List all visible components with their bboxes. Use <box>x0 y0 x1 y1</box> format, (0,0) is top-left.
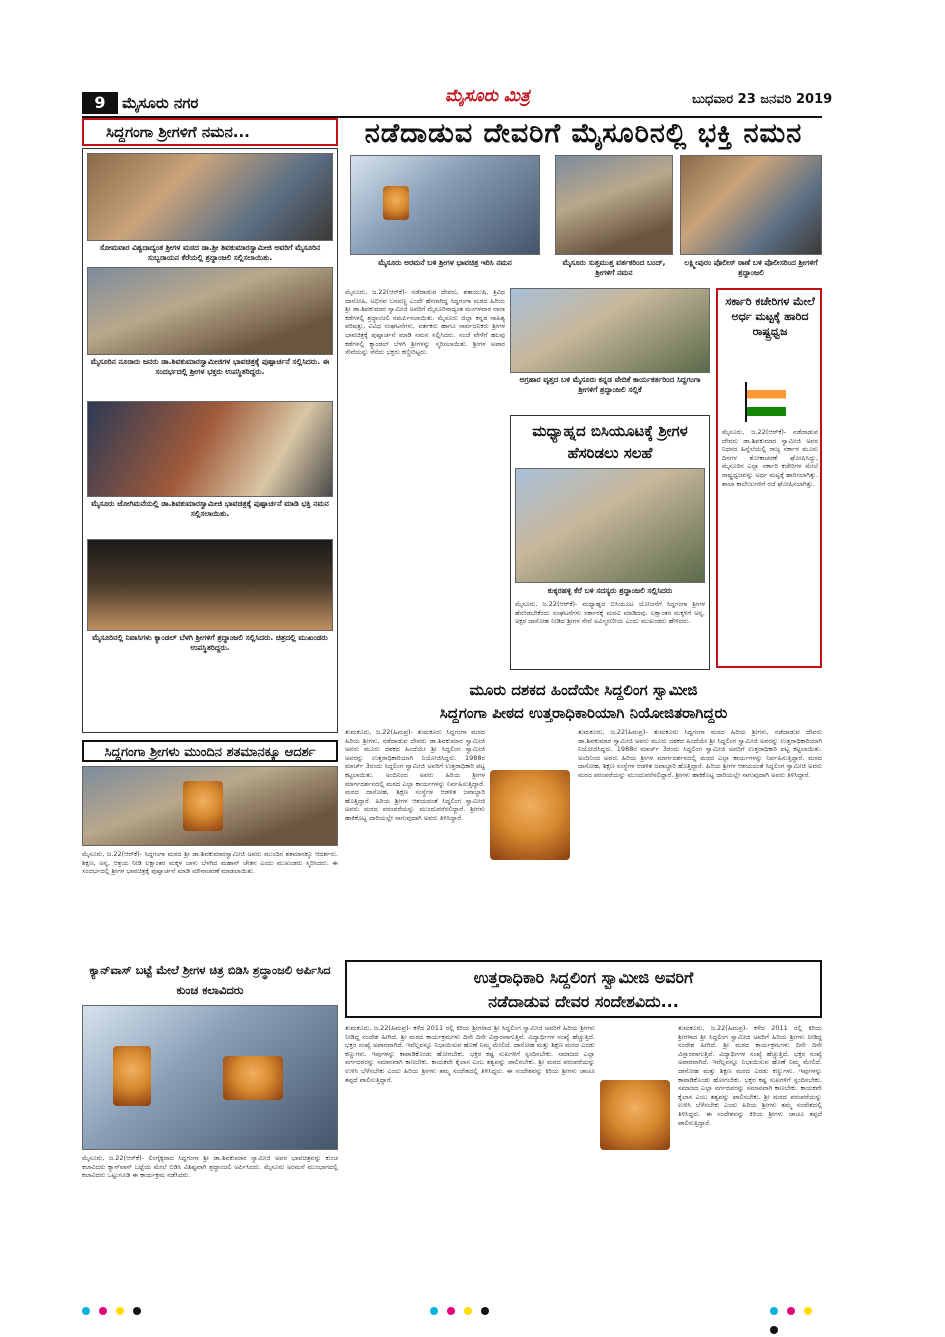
message-text-continued: ತುಮಕೂರು, ಜ.22(ಹಿಮಪ್ರ)- ಕಳೆದ 2011 ರಲ್ಲಿ ಕಿರಿಯ ಶ್ರೀಗಳಾದ ಶ್ರೀ ಸಿದ್ದಲಿಂಗ ಸ್ವಾಮೀಜಿ ಅವರಿಗೆ ಹಿರಿಯ ಶ್ರೀಗಳು ನೀಡಿದ್ದ ಸಂದೇಶ ಹೀಗಿದೆ. ಶ್ರೀ ಮಠದ ಕಾರ್ಯಕ್ರಮಗಳು ದಿನೇ ದಿನೇ ವಿಸ್ತಾರವಾಗುತ್ತಿವೆ. ವಿದ್ಯಾರ್ಥಿಗಳ ಸಂಖ್ಯೆ ಹೆಚ್ಚುತ್ತಿದೆ. ಭಕ್ತರ ಸಂಖ್ಯೆ ಅಪಾರವಾಗಿದೆ. ಇವೆಲ್ಲವನ್ನೂ ನಿಭಾಯಿಸುವ ಹೊಣೆ ನಿಮ್ಮ ಮೇಲಿದೆ. ದಾಸೋಹ ಮತ್ತು ಶಿಕ್ಷಣ ಮಠದ ಎರಡು ಕಣ್ಣುಗಳು. ಇವುಗಳನ್ನು ಕಾಪಾಡಿಕೊಂಡು ಹೋಗಬೇಕು. ಭಕ್ತರ ಕಷ್ಟ ಸುಖಗಳಿಗೆ ಸ್ಪಂದಿಸಬೇಕು. ಸಮಾಜದ ಎಲ್ಲಾ ವರ್ಗದವರನ್ನು ಸಮಾನವಾಗಿ ಕಾಣಬೇಕು. ಕಾಯಕವೇ ಕೈಲಾಸ ಎಂಬ ತತ್ವವನ್ನು ಪಾಲಿಸಬೇಕು. ಶ್ರೀ ಮಠದ ಪರಂಪರೆಯನ್ನು ಉಳಿಸಿ ಬೆಳೆಸಬೇಕು ಎಂದು ಹಿರಿಯ ಶ್ರೀಗಳು ತಮ್ಮ ಸಂದೇಶದಲ್ಲಿ ತಿಳಿಸಿದ್ದರು. ಈ ಸಂದೇಶವನ್ನು ಕಿರಿಯ ಶ್ರೀಗಳು ಚಾಚೂ ತಪ್ಪದೆ ಪಾಲಿಸುತ್ತಿದ್ದಾರೆ. <box>678 1024 822 1127</box>
message-headline-1: ಉತ್ತರಾಧಿಕಾರಿ ಸಿದ್ದಲಿಂಗ ಸ್ವಾಮೀಜಿ ಅವರಿಗೆ <box>473 968 694 987</box>
reg-dot <box>447 1307 455 1315</box>
canvas-portrait-1 <box>113 1046 151 1106</box>
caption-4: ಮೈಸೂರಿನಲ್ಲಿ ನಿವಾಸಿಗಳು ಕ್ಯಾಂಡಲ್ ಬೆಳಗಿ ಶ್ರೀಗಳಿಗೆ ಶ್ರದ್ಧಾಂಜಲಿ ಸಲ್ಲಿಸಿದರು. ಚಿತ್ರದಲ್ಲಿ ಮುಖಂಡರು ಉಪಸ್ಥಿತರಿದ್ದರು. <box>92 633 328 652</box>
photo-group-3 <box>87 401 333 497</box>
left-photo-column <box>82 148 338 733</box>
reg-dot <box>82 1307 90 1315</box>
successor-portrait <box>490 770 570 860</box>
lunch-box <box>510 415 710 670</box>
canvas-box-text: ಮೈಸೂರು, ಜ.22(ಆರ್‌ಕೆ)- ಲಿಂಗೈಕ್ಯರಾದ ಸಿದ್ದಗಂಗಾ ಶ್ರೀ ಡಾ.ಶಿವಕುಮಾರ ಸ್ವಾಮೀಜಿ ಅವರ ಭಾವಚಿತ್ರವನ್ನು ಕುಂಚ ಕಲಾವಿದರು ಕ್ಯಾನ್‌ವಾಸ್ ಬಟ್ಟೆಯ ಮೇಲೆ ಬಿಡಿಸಿ ವಿಶಿಷ್ಟವಾಗಿ ಶ್ರದ್ಧಾಂಜಲಿ ಅರ್ಪಿಸಿದರು. ಮೈಸೂರು ಅರಮನೆ ಮುಂಭಾಗದಲ್ಲಿ ಕಲಾವಿದರು ಒಟ್ಟುಗೂಡಿ ಈ ಕಾರ್ಯಕ್ರಮ ನಡೆಸಿದರು. <box>82 1154 338 1180</box>
page-number: 9 <box>82 92 118 114</box>
photo-agrahara <box>510 288 710 373</box>
flag-icon <box>746 390 786 416</box>
reg-dot <box>116 1307 124 1315</box>
successor-text: ತುಮಕೂರು, ಜ.22(ಹಿಮಪ್ರ)- ತುಮಕೂರು ಸಿದ್ದಗಂಗಾ ಮಠದ ಹಿರಿಯ ಶ್ರೀಗಳು, ನಡೆದಾಡುವ ದೇವರು ಡಾ.ಶಿವಕುಮಾರ ಸ್ವಾಮೀಜಿ ಅವರು ಮೂರು ದಶಕದ ಹಿಂದೆಯೇ ಶ್ರೀ ಸಿದ್ದಲಿಂಗ ಸ್ವಾಮೀಜಿ ಅವರನ್ನು ಉತ್ತರಾಧಿಕಾರಿಯಾಗಿ ನಿಯೋಜಿಸಿದ್ದರು. 1988ರ ಮಾರ್ಚ್ 3ರಂದು ಸಿದ್ದಲಿಂಗ ಸ್ವಾಮೀಜಿ ಅವರಿಗೆ ಉತ್ತರಾಧಿಕಾರಿ ಪಟ್ಟ ಕಟ್ಟಲಾಯಿತು. ಅಂದಿನಿಂದ ಅವರು ಹಿರಿಯ ಶ್ರೀಗಳ ಮಾರ್ಗದರ್ಶನದಲ್ಲಿ ಮಠದ ಎಲ್ಲಾ ಕಾರ್ಯಗಳನ್ನು ನಿರ್ವಹಿಸುತ್ತಿದ್ದಾರೆ. ಮಠದ ದಾಸೋಹ, ಶಿಕ್ಷಣ ಸಂಸ್ಥೆಗಳ ಆಡಳಿತ ಜವಾಬ್ದಾರಿ ಹೊತ್ತಿದ್ದಾರೆ. ಹಿರಿಯ ಶ್ರೀಗಳ ಆಶಯದಂತೆ ಸಿದ್ದಲಿಂಗ ಸ್ವಾಮೀಜಿ ಅವರು ಮಠದ ಪರಂಪರೆಯನ್ನು ಮುಂದುವರೆಸಲಿದ್ದಾರೆ. ಶ್ರೀಗಳು ಹಾಕಿಕೊಟ್ಟ ದಾರಿಯಲ್ಲೇ ಸಾಗುವುದಾಗಿ ಅವರು ತಿಳಿಸಿದ್ದಾರೆ. <box>345 728 485 822</box>
reg-dot <box>804 1307 812 1315</box>
flag-box-headline: ಸರ್ಕಾರಿ ಕಚೇರಿಗಳ ಮೇಲೆ ಅರ್ಧ ಮಟ್ಟಕ್ಕೆ ಹಾರಿದ ರಾಷ್ಟ್ರಧ್ವಜ <box>725 295 815 338</box>
caption-traders: ಮೈಸೂರು ಸುತ್ತಮುತ್ತ ವರ್ತಕರಿಂದ ಬಂದ್, ಶ್ರೀಗಳಿಗೆ ನಮನ <box>562 258 666 277</box>
article-tributes-text: ಮೈಸೂರು, ಜ.22(ಆರ್‌ಕೆ)- ನಡೆದಾಡುವ ದೇವರು, ಶತಾಯುಷಿ, ತ್ರಿವಿಧ ದಾಸೋಹಿ, ಅಭಿನವ ಬಸವಣ್ಣ ಎಂದೇ ಹೆಸರಾಗಿದ್ದ ಸಿದ್ದಗಂಗಾ ಮಠದ ಹಿರಿಯ ಶ್ರೀ ಡಾ.ಶಿವಕುಮಾರ ಸ್ವಾಮೀಜಿ ಅವರಿಗೆ ಮೈಸೂರಿನಾದ್ಯಂತ ಮಂಗಳವಾರ ನಾನಾ ಕಡೆಗಳಲ್ಲಿ ಶ್ರದ್ಧಾಂಜಲಿ ಸಮರ್ಪಿಸಲಾಯಿತು. ಮೈಸೂರು ಜಿಲ್ಲಾ ಕನ್ನಡ ಸಾಹಿತ್ಯ ಪರಿಷತ್ತು, ವಿವಿಧ ಸಂಘಟನೆಗಳು, ವರ್ತಕರು ಹಾಗೂ ಸಾರ್ವಜನಿಕರು ಶ್ರೀಗಳ ಭಾವಚಿತ್ರಕ್ಕೆ ಪುಷ್ಪಾರ್ಚನೆ ಮಾಡಿ ನಮನ ಸಲ್ಲಿಸಿದರು. ಸಂಜೆ ವೇಳೆಗೆ ಹಲವು ಕಡೆಗಳಲ್ಲಿ ಕ್ಯಾಂಡಲ್ ಬೆಳಗಿ ಶ್ರೀಗಳನ್ನು ಸ್ಮರಿಸಲಾಯಿತು. ಶ್ರೀಗಳ ಅಪಾರ ಸೇವೆಯನ್ನು ನೆನೆದು ಭಕ್ತರು ಕಣ್ಣೀರಿಟ್ಟರು. <box>345 288 505 357</box>
caption-palace: ಮೈಸೂರು ಅರಮನೆ ಬಳಿ ಶ್ರೀಗಳ ಭಾವಚಿತ್ರ ಇರಿಸಿ ನಮನ <box>378 258 512 267</box>
section-title: ಮೈಸೂರು ನಗರ <box>122 94 199 112</box>
photo-group-4 <box>87 539 333 631</box>
successor-text-continued: ತುಮಕೂರು, ಜ.22(ಹಿಮಪ್ರ)- ತುಮಕೂರು ಸಿದ್ದಗಂಗಾ ಮಠದ ಹಿರಿಯ ಶ್ರೀಗಳು, ನಡೆದಾಡುವ ದೇವರು ಡಾ.ಶಿವಕುಮಾರ ಸ್ವಾಮೀಜಿ ಅವರು ಮೂರು ದಶಕದ ಹಿಂದೆಯೇ ಶ್ರೀ ಸಿದ್ದಲಿಂಗ ಸ್ವಾಮೀಜಿ ಅವರನ್ನು ಉತ್ತರಾಧಿಕಾರಿಯಾಗಿ ನಿಯೋಜಿಸಿದ್ದರು. 1988ರ ಮಾರ್ಚ್ 3ರಂದು ಸಿದ್ದಲಿಂಗ ಸ್ವಾಮೀಜಿ ಅವರಿಗೆ ಉತ್ತರಾಧಿಕಾರಿ ಪಟ್ಟ ಕಟ್ಟಲಾಯಿತು. ಅಂದಿನಿಂದ ಅವರು ಹಿರಿಯ ಶ್ರೀಗಳ ಮಾರ್ಗದರ್ಶನದಲ್ಲಿ ಮಠದ ಎಲ್ಲಾ ಕಾರ್ಯಗಳನ್ನು ನಿರ್ವಹಿಸುತ್ತಿದ್ದಾರೆ. ಮಠದ ದಾಸೋಹ, ಶಿಕ್ಷಣ ಸಂಸ್ಥೆಗಳ ಆಡಳಿತ ಜವಾಬ್ದಾರಿ ಹೊತ್ತಿದ್ದಾರೆ. ಹಿರಿಯ ಶ್ರೀಗಳ ಆಶಯದಂತೆ ಸಿದ್ದಲಿಂಗ ಸ್ವಾಮೀಜಿ ಅವರು ಮಠದ ಪರಂಪರೆಯನ್ನು ಮುಂದುವರೆಸಲಿದ್ದಾರೆ. ಶ್ರೀಗಳು ಹಾಕಿಕೊಟ್ಟ ದಾರಿಯಲ್ಲೇ ಸಾಗುವುದಾಗಿ ಅವರು ತಿಳಿಸಿದ್ದಾರೆ. <box>578 728 822 779</box>
reg-dot <box>430 1307 438 1315</box>
reg-dot <box>133 1307 141 1315</box>
lunch-box-headline: ಮಧ್ಯಾಹ್ನದ ಬಿಸಿಯೂಟಕ್ಕೆ ಶ್ರೀಗಳ ಹೆಸರಿಡಲು ಸಲಹೆ <box>532 422 688 462</box>
canvas-box-photo <box>82 1005 338 1150</box>
successor-headline-2: ಸಿದ್ದಗಂಗಾ ಪೀಠದ ಉತ್ತರಾಧಿಕಾರಿಯಾಗಿ ನಿಯೋಜಿತರಾಗಿದ್ದರು <box>439 704 728 722</box>
photo-group-2 <box>87 267 333 355</box>
canvas-box-headline: ಕ್ಯಾನ್‌ವಾಸ್ ಬಟ್ಟೆ ಮೇಲೆ ಶ್ರೀಗಳ ಚಿತ್ರ ಬಿಡಿಸಿ ಶ್ರದ್ಧಾಂಜಲಿ ಅರ್ಪಿಸಿದ ಕುಂಚ ಕಲಾವಿದರು <box>89 963 331 997</box>
photo-police <box>680 155 822 255</box>
reg-dot <box>770 1307 778 1315</box>
ideal-portrait <box>183 781 223 831</box>
masthead-logo: ಮೈಸೂರು ಮಿತ್ರ <box>445 86 530 106</box>
message-text: ತುಮಕೂರು, ಜ.22(ಹಿಮಪ್ರ)- ಕಳೆದ 2011 ರಲ್ಲಿ ಕಿರಿಯ ಶ್ರೀಗಳಾದ ಶ್ರೀ ಸಿದ್ದಲಿಂಗ ಸ್ವಾಮೀಜಿ ಅವರಿಗೆ ಹಿರಿಯ ಶ್ರೀಗಳು ನೀಡಿದ್ದ ಸಂದೇಶ ಹೀಗಿದೆ. ಶ್ರೀ ಮಠದ ಕಾರ್ಯಕ್ರಮಗಳು ದಿನೇ ದಿನೇ ವಿಸ್ತಾರವಾಗುತ್ತಿವೆ. ವಿದ್ಯಾರ್ಥಿಗಳ ಸಂಖ್ಯೆ ಹೆಚ್ಚುತ್ತಿದೆ. ಭಕ್ತರ ಸಂಖ್ಯೆ ಅಪಾರವಾಗಿದೆ. ಇವೆಲ್ಲವನ್ನೂ ನಿಭಾಯಿಸುವ ಹೊಣೆ ನಿಮ್ಮ ಮೇಲಿದೆ. ದಾಸೋಹ ಮತ್ತು ಶಿಕ್ಷಣ ಮಠದ ಎರಡು ಕಣ್ಣುಗಳು. ಇವುಗಳನ್ನು ಕಾಪಾಡಿಕೊಂಡು ಹೋಗಬೇಕು. ಭಕ್ತರ ಕಷ್ಟ ಸುಖಗಳಿಗೆ ಸ್ಪಂದಿಸಬೇಕು. ಸಮಾಜದ ಎಲ್ಲಾ ವರ್ಗದವರನ್ನು ಸಮಾನವಾಗಿ ಕಾಣಬೇಕು. ಕಾಯಕವೇ ಕೈಲಾಸ ಎಂಬ ತತ್ವವನ್ನು ಪಾಲಿಸಬೇಕು. ಶ್ರೀ ಮಠದ ಪರಂಪರೆಯನ್ನು ಉಳಿಸಿ ಬೆಳೆಸಬೇಕು ಎಂದು ಹಿರಿಯ ಶ್ರೀಗಳು ತಮ್ಮ ಸಂದೇಶದಲ್ಲಿ ತಿಳಿಸಿದ್ದರು. ಈ ಸಂದೇಶವನ್ನು ಕಿರಿಯ ಶ್ರೀಗಳು ಚಾಚೂ ತಪ್ಪದೆ ಪಾಲಿಸುತ್ತಿದ್ದಾರೆ. <box>345 1024 595 1084</box>
lunch-box-text: ಮೈಸೂರು, ಜ.22(ಆರ್‌ಕೆ)- ಮಧ್ಯಾಹ್ನದ ಬಿಸಿಯೂಟ ಯೋಜನೆಗೆ ಸಿದ್ದಗಂಗಾ ಶ್ರೀಗಳ ಹೆಸರಿಡಬೇಕೆಂದು ಸಂಘಟನೆಗಳು ಸರ್ಕಾರಕ್ಕೆ ಮನವಿ ಮಾಡಿದವು. ಲಕ್ಷಾಂತರ ಮಕ್ಕಳಿಗೆ ಅನ್ನ, ಅಕ್ಷರ ದಾಸೋಹ ನೀಡಿದ ಶ್ರೀಗಳ ಸೇವೆ ಅವಿಸ್ಮರಣೀಯ ಎಂದು ಮುಖಂಡರು ಹೇಳಿದರು. <box>515 600 705 626</box>
photo-group-1 <box>87 153 333 241</box>
issue-date: ಬುಧವಾರ 23 ಜನವರಿ 2019 <box>692 92 833 107</box>
message-headline-2: ನಡೆದಾಡುವ ದೇವರ ಸಂದೇಶವಿದು... <box>488 992 679 1011</box>
ideal-box-photo <box>82 766 338 846</box>
flag-pole <box>745 382 747 422</box>
canvas-portrait-2 <box>223 1056 283 1100</box>
caption-1: ಸೋಮವಾರ ವಿಶ್ವದಾದ್ಯಂತ ಶ್ರೀಗಳ ಮಠದ ಡಾ.ಶ್ರೀ ಶಿವಕುಮಾರಸ್ವಾಮೀಜಿ ಅವರಿಗೆ ಮೈಸೂರಿನ ಸುಬ್ಬರಾಯನ ಕೆರೆಯಲ್ಲಿ ಶ್ರದ್ಧಾಂಜಲಿ ಸಲ್ಲಿಸಲಾಯಿತು. <box>99 243 321 262</box>
reg-dot <box>99 1307 107 1315</box>
registration-marks-center <box>430 1300 530 1310</box>
flag-box-text: ಮೈಸೂರು, ಜ.22(ಆರ್‌ಕೆ)- ನಡೆದಾಡುವ ದೇವರು ಡಾ.ಶಿವಕುಮಾರ ಸ್ವಾಮೀಜಿ ಅವರ ನಿಧನದ ಹಿನ್ನೆಲೆಯಲ್ಲಿ ರಾಜ್ಯ ಸರ್ಕಾರ ಮೂರು ದಿನಗಳ ಶೋಕಾಚರಣೆ ಘೋಷಿಸಿದ್ದು, ಮೈಸೂರಿನ ಎಲ್ಲಾ ಸರ್ಕಾರಿ ಕಚೇರಿಗಳ ಮೇಲೆ ರಾಷ್ಟ್ರಧ್ವಜವನ್ನು ಅರ್ಧ ಮಟ್ಟಕ್ಕೆ ಹಾರಿಸಲಾಗಿತ್ತು. ಶಾಲಾ ಕಾಲೇಜುಗಳಿಗೆ ರಜೆ ಘೋಷಿಸಲಾಗಿತ್ತು. <box>722 428 818 488</box>
lunch-box-photo <box>515 468 705 583</box>
successor-headline-1: ಮೂರು ದಶಕದ ಹಿಂದೆಯೇ ಸಿದ್ದಲಿಂಗ ಸ್ವಾಮೀಜಿ <box>469 681 698 699</box>
reg-dot <box>464 1307 472 1315</box>
reg-dot <box>481 1307 489 1315</box>
reg-dot <box>787 1307 795 1315</box>
registration-marks-right <box>770 1300 830 1310</box>
ideal-box-text: ಮೈಸೂರು, ಜ.22(ಆರ್‌ಕೆ)- ಸಿದ್ದಗಂಗಾ ಮಠದ ಶ್ರೀ ಡಾ.ಶಿವಕುಮಾರಸ್ವಾಮೀಜಿ ಅವರು ಮುಂದಿನ ಶತಮಾನಕ್ಕೂ ಆದರ್ಶರು. ಶಿಕ್ಷಣ, ಅನ್ನ, ಆಶ್ರಯ ನೀಡಿ ಲಕ್ಷಾಂತರ ಮಕ್ಕಳ ಬಾಳು ಬೆಳಗಿದ ಮಹಾನ್ ಚೇತನ ಎಂದು ಮುಖಂಡರು ಸ್ಮರಿಸಿದರು. ಈ ಸಂದರ್ಭದಲ್ಲಿ ಶ್ರೀಗಳ ಭಾವಚಿತ್ರಕ್ಕೆ ಪುಷ್ಪಾರ್ಚನೆ ಮಾಡಿ ಮೌನಾಚರಣೆ ಮಾಡಲಾಯಿತು. <box>82 850 338 876</box>
message-headline-box <box>345 960 822 1018</box>
caption-2: ಮೈಸೂರಿನ ನೂರಾರು ಜನರು ಡಾ.ಶಿವಕುಮಾರಸ್ವಾಮೀಜಿಗಳ ಭಾವಚಿತ್ರಕ್ಕೆ ಪುಷ್ಪಾರ್ಚನೆ ಸಲ್ಲಿಸಿದರು. ಈ ಸಂದರ್ಭದಲ್ಲಿ ಶ್ರೀಗಳ ಭಕ್ತರು ಉಪಸ್ಥಿತರಿದ್ದರು. <box>90 357 330 376</box>
main-headline: ನಡೆದಾಡುವ ದೇವರಿಗೆ ಮೈಸೂರಿನಲ್ಲಿ ಭಕ್ತಿ ನಮನ <box>364 118 803 149</box>
message-portrait <box>600 1080 670 1150</box>
ideal-box-headline: ಸಿದ್ದಗಂಗಾ ಶ್ರೀಗಳು ಮುಂದಿನ ಶತಮಾನಕ್ಕೂ ಆದರ್ಶ <box>82 740 338 762</box>
left-banner: ಸಿದ್ದಗಂಗಾ ಶ್ರೀಗಳಿಗೆ ನಮನ... <box>82 118 338 146</box>
flag-box <box>716 288 822 668</box>
photo-palace <box>350 155 540 255</box>
lunch-box-caption: ಕುಕ್ಕರಹಳ್ಳಿ ಕೆರೆ ಬಳಿ ಸದಸ್ಯರು ಶ್ರದ್ಧಾಂಜಲಿ ಸಲ್ಲಿಸಿದರು <box>547 586 673 595</box>
caption-agrahara: ಅಗ್ರಹಾರ ವೃತ್ತದ ಬಳಿ ಮೈಸೂರು ಕನ್ನಡ ವೇದಿಕೆ ಕಾರ್ಯಕರ್ತರಿಂದ ಸಿದ್ದಗಂಗಾ ಶ್ರೀಗಳಿಗೆ ಶ್ರದ್ಧಾಂಜಲಿ ಸಲ್ಲಿಕೆ <box>519 375 701 394</box>
caption-police: ಲಕ್ಷ್ಮೀಪುರಂ ಪೊಲೀಸ್ ಠಾಣೆ ಬಳಿ ಪೊಲೀಸರಿಂದ ಶ್ರೀಗಳಿಗೆ ಶ್ರದ್ಧಾಂಜಲಿ <box>684 258 818 277</box>
reg-dot <box>770 1326 778 1334</box>
photo-traders <box>555 155 673 255</box>
caption-3: ಮೈಸೂರು ಜೋಗಿಮನೆಯಲ್ಲಿ ಡಾ.ಶಿವಕುಮಾರಸ್ವಾಮೀಜಿ ಭಾವಚಿತ್ರಕ್ಕೆ ಪುಷ್ಪಾರ್ಚನೆ ಮಾಡಿ ಭಕ್ತಿ ನಮನ ಸಲ್ಲಿಸಲಾಯಿತು. <box>91 499 329 518</box>
swamiji-portrait <box>383 186 409 220</box>
